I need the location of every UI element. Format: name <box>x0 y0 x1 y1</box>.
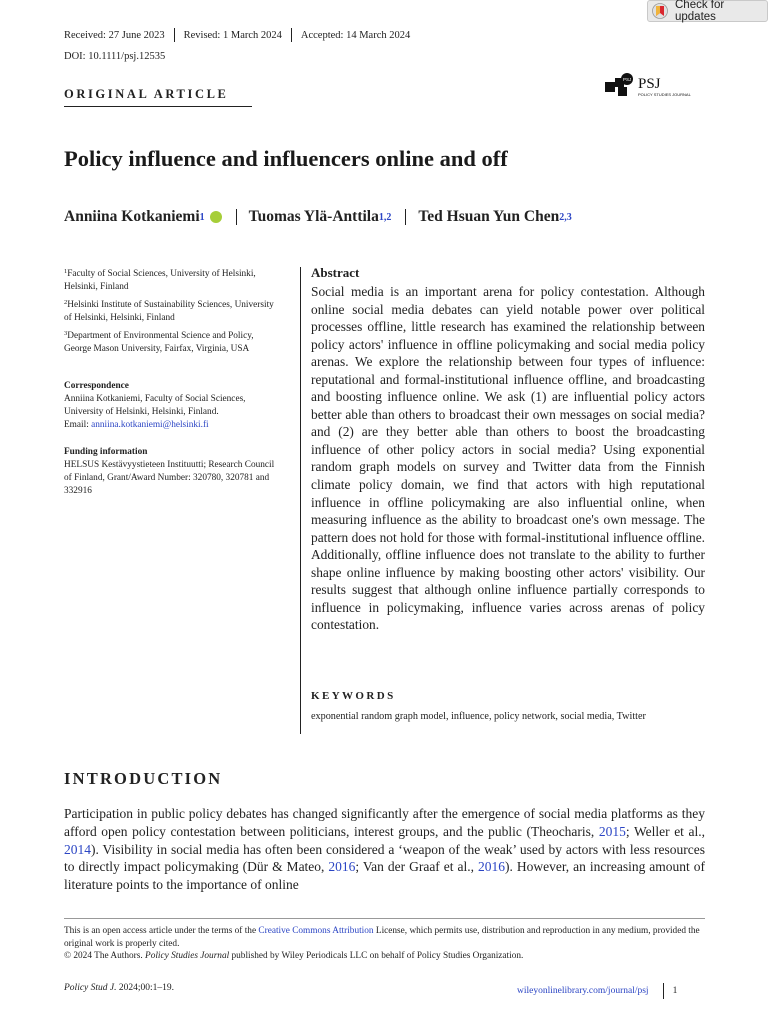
paragraph-text: Participation in public policy debates has changed significantly after the emergence of social media platforms as they afford open policy contestation between politicians, interest groups, and the public (Theocharis, <box>64 806 705 839</box>
affiliation-text: Helsinki Institute of Sustainability Sciences, University of Helsinki, Helsinki, Finland <box>64 300 274 323</box>
journal-url-link[interactable]: wileyonlinelibrary.com/journal/psj <box>517 986 649 996</box>
paragraph-text: ). Visibility in social media has often been considered a ‘weapon of the weak’ used by actors with less resources to directly impact policymaking (Dür & Mateo, <box>64 841 705 875</box>
paragraph-text: ; Van der Graaf et al., <box>355 859 478 875</box>
author-affiliation[interactable]: 2,3 <box>559 211 572 223</box>
affiliation-number: 2 <box>64 299 68 306</box>
svg-text:POLICY STUDIES JOURNAL: POLICY STUDIES JOURNAL <box>638 92 691 97</box>
doi: DOI: 10.1111/psj.12535 <box>64 51 166 62</box>
copyright-text: © 2024 The Authors. <box>64 951 146 962</box>
orcid-icon[interactable] <box>210 211 222 223</box>
author-affiliation[interactable]: 1 <box>199 211 205 223</box>
svg-text:PSJ: PSJ <box>638 76 661 92</box>
citation-link[interactable]: 2015 <box>598 823 626 839</box>
journal-logo <box>603 72 707 102</box>
keywords-text: exponential random graph model, influence, policy network, social media, Twitter <box>311 711 646 722</box>
check-for-updates-label: Check for updates <box>675 0 725 23</box>
page-number: 1 <box>672 986 678 996</box>
accepted-date: Accepted: 14 March 2024 <box>300 29 411 41</box>
correspondence-heading: Correspondence <box>64 381 129 391</box>
affiliation-2 <box>64 296 276 325</box>
correspondence <box>64 380 276 432</box>
author-name: Tuomas Ylä-Anttila <box>248 208 379 225</box>
divider <box>405 209 406 225</box>
check-for-updates-button[interactable] <box>647 0 768 22</box>
divider <box>236 209 237 225</box>
abstract-text: Social media is an important arena for policy contestation. Although online social media debates can yield notable power over political processes offline, little research has examined the relationship between policy actors' influence in offline policymaking and social media policy arenas. We explore the relationship between four types of influence: reputational and formal-institutional influence offline, and broadcasting and boosting influence online. We ask (1) are influential policy actors better able than others to broadcast their own messages on social media? and (2) are they better able than others to boost the broadcasting influence of other policy actors in social media? Using exponential random graph models on survey and Twitter data from the Finnish climate policy domain, we find that actors with high reputational influence in offline policymaking are also influential online, when measuring influence as the ability to broadcast one's own message. The pattern does not hold for those with formal-institutional influence offline. Additionally, offline influence does not translate to the ability to further shape online influence by making boosting other actors' visibility. Our results suggest that although online influence partially corresponds to influence in policymaking, influence varies across arenas of policy contestation. <box>311 284 705 633</box>
divider <box>663 983 664 999</box>
citation-link[interactable]: 2016 <box>477 859 505 875</box>
footer-rule <box>64 918 705 919</box>
revised-date: Revised: 1 March 2024 <box>183 29 282 41</box>
paragraph-text: ; Weller et al., <box>625 823 705 839</box>
affiliation-3 <box>64 327 276 356</box>
affiliation-text: Department of Environmental Science and Policy, George Mason University, Fairfax, Virginia, USA <box>64 331 254 354</box>
funding-information <box>64 446 276 498</box>
citation-details: 2024;00:1–19. <box>116 983 175 993</box>
introduction-paragraph <box>64 805 705 895</box>
divider <box>174 28 175 42</box>
submission-dates <box>64 28 410 42</box>
article-type: ORIGINAL ARTICLE <box>64 87 229 101</box>
journal-url-block <box>517 983 677 999</box>
copyright-text: published by Wiley Periodicals LLC on behalf of Policy Studies Organization. <box>229 951 524 962</box>
received-date: Received: 27 June 2023 <box>64 29 165 41</box>
email-label: Email: <box>64 420 92 430</box>
introduction-heading: INTRODUCTION <box>64 769 223 788</box>
affiliation-number: 3 <box>64 330 68 337</box>
paragraph-text: ). However, an increasing amount of literature points to the importance of online <box>64 859 705 893</box>
license-notice <box>64 925 705 963</box>
license-text: License, which permits use, distribution and reproduction in any medium, provided the original work is properly cited. <box>64 926 700 949</box>
journal-abbreviation: Policy Stud J. <box>64 983 117 993</box>
citation-link[interactable]: 2016 <box>328 859 356 875</box>
creative-commons-link[interactable]: Creative Commons Attribution <box>258 926 374 936</box>
author-name: Anniina Kotkaniemi <box>64 208 200 225</box>
affiliation-number: 1 <box>64 268 68 275</box>
svg-text:PSJ: PSJ <box>623 77 632 82</box>
article-type-rule <box>64 106 252 107</box>
author-list <box>64 208 572 226</box>
divider <box>291 28 292 42</box>
abstract-rule <box>300 267 301 734</box>
author-name: Ted Hsuan Yun Chen <box>418 208 560 225</box>
copyright-journal: Policy Studies Journal <box>145 951 230 962</box>
keywords-heading: KEYWORDS <box>311 690 396 702</box>
citation-line <box>64 983 174 993</box>
author-affiliation[interactable]: 1,2 <box>378 211 392 223</box>
funding-text: HELSUS Kestävyystieteen Instituutti; Research Council of Finland, Grant/Award Number: 320780, 320781 and 332916 <box>64 460 275 496</box>
email-link[interactable]: anniina.kotkaniemi@helsinki.fi <box>91 420 209 430</box>
article-title: Policy influence and influencers online and off <box>64 146 508 171</box>
correspondence-text: Anniina Kotkaniemi, Faculty of Social Sciences, University of Helsinki, Helsinki, Finland. <box>64 394 246 417</box>
affiliation-text: Faculty of Social Sciences, University of Helsinki, Helsinki, Finland <box>64 269 256 292</box>
funding-heading: Funding information <box>64 447 148 457</box>
crossmark-icon <box>652 3 668 19</box>
citation-link[interactable]: 2014 <box>64 841 91 857</box>
affiliation-1 <box>64 265 276 294</box>
abstract-heading: Abstract <box>311 265 360 280</box>
license-text: This is an open access article under the terms of the <box>64 926 259 936</box>
